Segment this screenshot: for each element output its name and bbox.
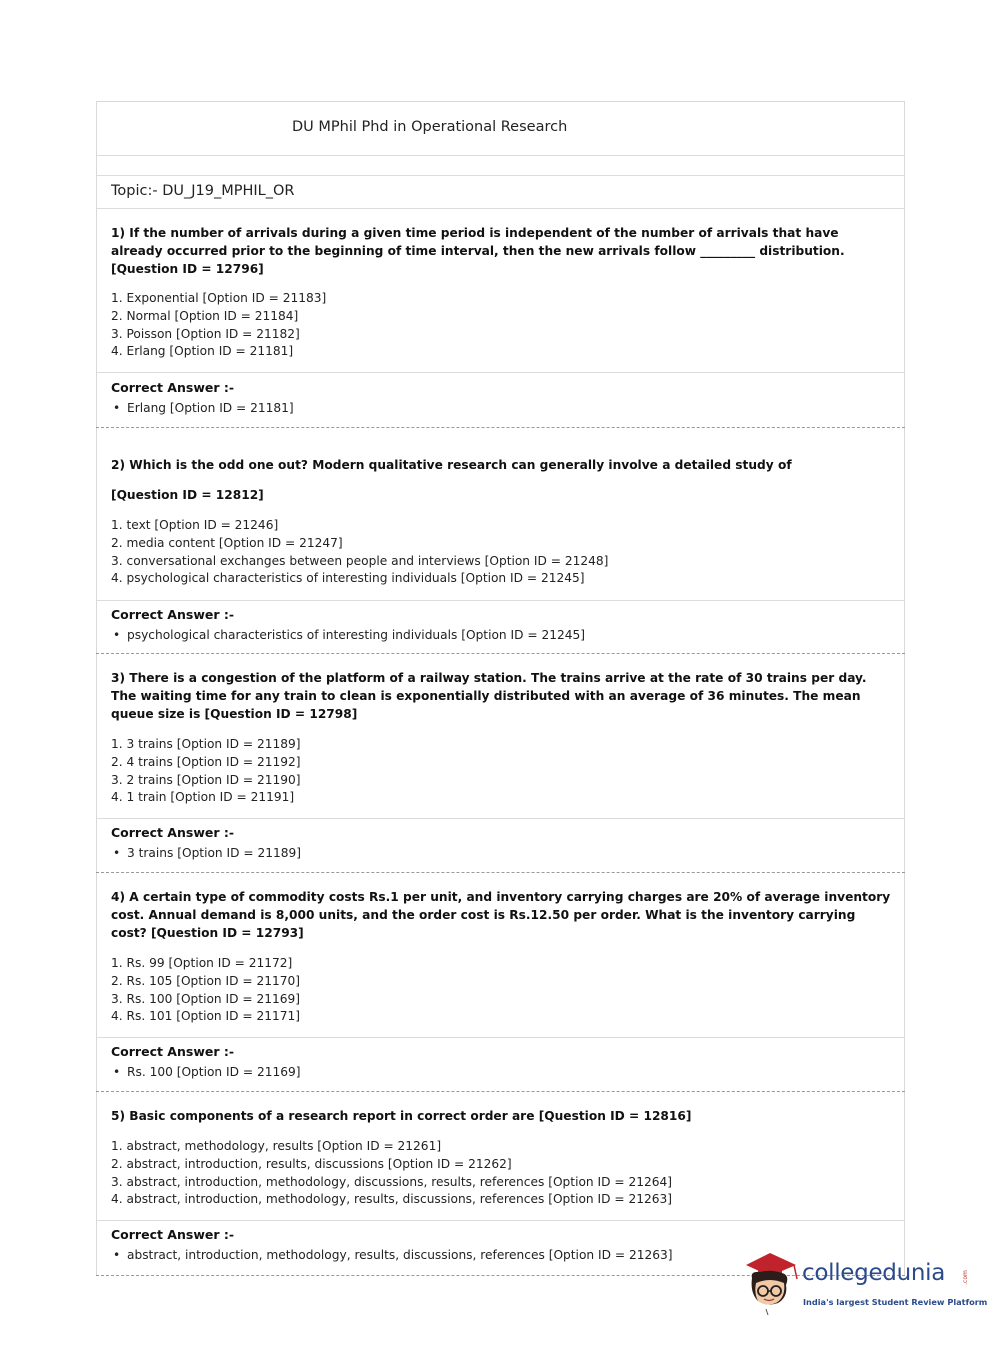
option-item: 4. abstract, introduction, methodology, results, discussions, references [Option ID = 21263]: [111, 1192, 672, 1207]
correct-answer-label: Correct Answer :-: [111, 825, 235, 840]
option-item: 3. abstract, introduction, methodology, discussions, results, references [Option ID = 21264]: [111, 1174, 672, 1189]
option-item: 1. 3 trains [Option ID = 21189]: [111, 737, 301, 751]
question-separator: [96, 872, 905, 873]
option-item: 3. conversational exchanges between people and interviews [Option ID = 21248]: [111, 553, 609, 568]
option-item: 1. Exponential [Option ID = 21183]: [111, 291, 327, 305]
option-item: 1. Rs. 99 [Option ID = 21172]: [111, 956, 293, 970]
bullet-icon: •: [113, 401, 121, 415]
divider: [96, 155, 905, 156]
option-item: 2. media content [Option ID = 21247]: [111, 535, 343, 550]
option-item: 4. 1 train [Option ID = 21191]: [111, 790, 295, 805]
correct-answer-label: Correct Answer :-: [111, 380, 235, 395]
logo-domain: .com: [961, 1270, 969, 1285]
logo-tagline: India's largest Student Review Platform: [803, 1297, 988, 1307]
bullet-icon: •: [113, 846, 121, 860]
option-item: 3. 2 trains [Option ID = 21190]: [111, 772, 301, 787]
question-2-id: [Question ID = 12812]: [111, 488, 264, 502]
divider: [96, 175, 905, 176]
divider: [96, 372, 905, 373]
question-2-options: [111, 517, 608, 588]
page-title: DU MPhil Phd in Operational Research: [292, 119, 568, 135]
correct-answer: • abstract, introduction, methodology, results, discussions, references [Option ID = 21263]: [113, 1248, 673, 1262]
option-item: 1. text [Option ID = 21246]: [111, 518, 279, 532]
divider: [96, 818, 905, 819]
divider: [96, 1037, 905, 1038]
question-5-options: [111, 1138, 672, 1209]
bullet-icon: •: [113, 1065, 121, 1079]
option-item: 4. Rs. 101 [Option ID = 21171]: [111, 1009, 300, 1024]
option-item: 4. Erlang [Option ID = 21181]: [111, 344, 294, 359]
option-item: 2. 4 trains [Option ID = 21192]: [111, 754, 301, 769]
option-item: 3. Rs. 100 [Option ID = 21169]: [111, 991, 300, 1006]
question-1-text: 1) If the number of arrivals during a given time period is independent of the number of arrivals that have already occurred prior to the beginning of time interval, then the new arrivals follow _________ distribution. [Question ID = 12796]: [111, 226, 845, 276]
option-item: 4. psychological characteristics of interesting individuals [Option ID = 21245]: [111, 571, 585, 586]
divider: [96, 208, 905, 209]
correct-answer: • 3 trains [Option ID = 21189]: [113, 846, 301, 860]
topic-label: Topic:- DU_J19_MPHIL_OR: [111, 183, 295, 199]
question-4-options: [111, 955, 300, 1026]
divider: [96, 1220, 905, 1221]
correct-answer: • Rs. 100 [Option ID = 21169]: [113, 1065, 301, 1079]
correct-answer-label: Correct Answer :-: [111, 1044, 235, 1059]
option-item: 2. Normal [Option ID = 21184]: [111, 308, 299, 323]
question-separator: [96, 427, 905, 428]
correct-answer-label: Correct Answer :-: [111, 1227, 235, 1242]
option-item: 2. Rs. 105 [Option ID = 21170]: [111, 973, 300, 988]
question-5-text: 5) Basic components of a research report in correct order are [Question ID = 12816]: [111, 1109, 692, 1123]
question-4-text: 4) A certain type of commodity costs Rs.1 per unit, and inventory carrying charges are 20% of average inventory cost. Annual demand is 8,000 units, and the order cost is Rs.12.50 per order. What is the inventory carrying cost? [Question ID = 12793]: [111, 890, 891, 940]
option-item: 2. abstract, introduction, results, discussions [Option ID = 21262]: [111, 1156, 512, 1171]
correct-answer: • psychological characteristics of interesting individuals [Option ID = 21245]: [113, 628, 585, 642]
option-item: 3. Poisson [Option ID = 21182]: [111, 326, 300, 341]
question-separator: [96, 653, 905, 654]
logo-wordmark: collegedunia: [802, 1260, 946, 1286]
bullet-icon: •: [113, 1248, 121, 1262]
divider: [96, 600, 905, 601]
correct-answer: • Erlang [Option ID = 21181]: [113, 401, 294, 415]
question-separator: [96, 1091, 905, 1092]
question-2-text: 2) Which is the odd one out? Modern qualitative research can generally involve a detailed study of: [111, 458, 792, 472]
correct-answer-label: Correct Answer :-: [111, 607, 235, 622]
option-item: 1. abstract, methodology, results [Option ID = 21261]: [111, 1139, 442, 1153]
question-1-options: [111, 290, 326, 361]
question-3-options: [111, 736, 301, 807]
question-3-text: 3) There is a congestion of the platform of a railway station. The trains arrive at the rate of 30 trains per day. The waiting time for any train to clean is exponentially distributed with an average of 36 minutes. The mean queue size is [Question ID = 12798]: [111, 671, 867, 721]
bullet-icon: •: [113, 628, 121, 642]
